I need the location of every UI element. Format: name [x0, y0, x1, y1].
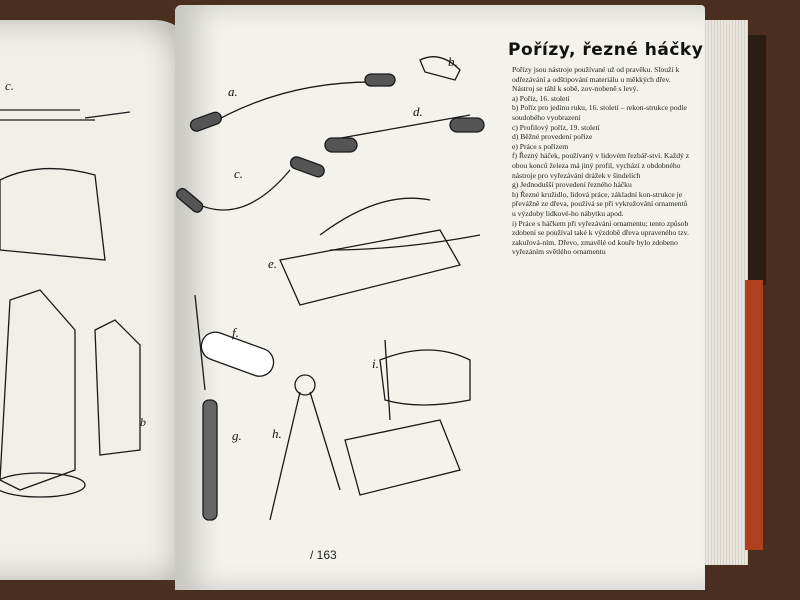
tool-e-arm [320, 198, 430, 235]
tool-c-handle-right [289, 155, 326, 178]
left-page-label-c: c. [5, 78, 15, 93]
figure-label-d: d. [413, 104, 423, 119]
tool-i-board [345, 420, 460, 495]
tool-d-handle-right [450, 118, 484, 132]
intro-paragraph: Pořízy jsou nástroje používané už od pravěku. Slouží k odřezávání a odštipování materiálu u měkkých dřev. Nástroj se táhl k sobě, zov-nobeně s levý. [512, 65, 680, 94]
left-sketch-frame [0, 169, 105, 260]
legend-item-a: a) Poříz, 16. století [512, 93, 570, 103]
tool-a-blade [200, 82, 380, 130]
legend-item-c: c) Profilový poříz, 19. století [512, 122, 600, 132]
tool-e-knife [330, 235, 480, 250]
tool-i-hook [385, 340, 390, 420]
left-sketch-lines [0, 110, 130, 120]
tool-h-legs [270, 392, 340, 520]
page-body-text [512, 65, 692, 257]
tool-e-log [280, 230, 460, 305]
legend-item-d: d) Běžné provedení poříze [512, 132, 593, 142]
figure-label-a: a. [228, 84, 238, 99]
legend-item-g: g) Jednodušší provedení řezného háčku [512, 180, 632, 190]
tool-h-hinge [295, 375, 315, 395]
figure-label-h: h. [272, 426, 282, 441]
legend-item-i: i) Práce s háčkem při vyřezávání ornamentu; tento způsob zdobení se používal také k výzdobě dřeva upraveného tzv. zakuřová-ním. Dřevo, zmavělé od kouře bylo zdobeno vyřezáním světlého ornamentu [512, 218, 689, 257]
tool-d-handle-left [325, 138, 357, 152]
left-page-label-b: b [140, 415, 146, 429]
tool-a-handle-left [189, 111, 223, 133]
page-number: / 163 [310, 548, 337, 562]
figure-label-c: c. [234, 166, 244, 181]
tool-a-handle-right [365, 74, 395, 86]
left-sketch-cabinet [0, 290, 75, 490]
page-title: Pořízy, řezné háčky [508, 40, 704, 60]
tool-i-hand [380, 350, 470, 405]
figure-label-f: f. [232, 325, 239, 340]
figure-label-e: e. [268, 256, 278, 271]
tool-g [203, 400, 217, 520]
legend-item-h: h) Řezné kružidlo, lidová práce, základní kon-strukce je převážně ze dřeva, používá se při vykružování ornamentů u výzdoby lidkové-ho nábytku apod. [512, 189, 688, 218]
left-sketch-door [95, 320, 140, 455]
legend-list [512, 94, 692, 257]
figure-label-i: i. [372, 356, 379, 371]
legend-item-b: b) Poříz pro jedinu ruku, 16. století – rekon-strukce podle soudobého vyobrazení [512, 103, 687, 122]
tool-d-blade [330, 115, 470, 140]
figure-label-g: g. [232, 428, 242, 443]
figure-label-b: b. [448, 54, 458, 69]
left-sketch-base [0, 473, 85, 497]
legend-item-e: e) Práce s pořízem [512, 141, 569, 151]
tool-c-handle-left [175, 187, 205, 215]
legend-item-f: f) Řezný háček, používaný v lidovém řezbář-ství. Každý z obou konců železa má jiný profil, vychází z obdobného nástroje pro vyřezávání drážek v šindelích [512, 151, 690, 180]
